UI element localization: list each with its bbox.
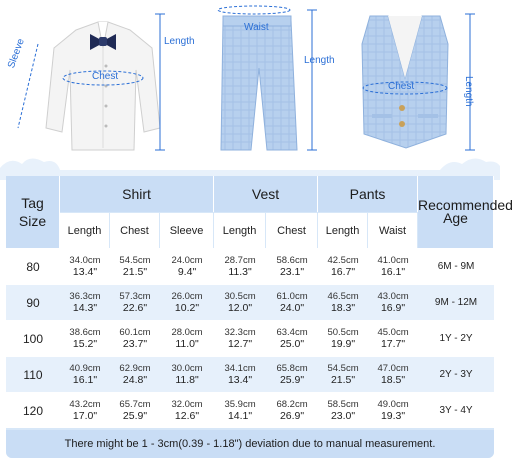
inch-value: 12.0": [227, 302, 253, 314]
table-row: [6, 320, 494, 356]
measurement-cell: [214, 392, 266, 428]
measurement-cell: [368, 356, 418, 392]
inch-value: 18.3": [330, 302, 356, 314]
cm-value: 46.5cm: [327, 291, 359, 302]
inch-value: 16.1": [380, 266, 406, 278]
shirt-sleeve-label: Sleeve: [6, 37, 27, 70]
inch-value: 13.4": [227, 374, 253, 386]
cm-value: 65.8cm: [276, 363, 308, 374]
cm-value: 30.0cm: [171, 363, 203, 374]
cm-value: 26.0cm: [171, 291, 203, 302]
cm-value: 58.5cm: [327, 399, 359, 410]
cm-value: 24.0cm: [171, 255, 203, 266]
cm-value: 63.4cm: [276, 327, 308, 338]
inch-value: 12.7": [227, 338, 253, 350]
measurement-cell: [160, 248, 214, 284]
measurement-cell: [110, 392, 160, 428]
cm-value: 65.7cm: [119, 399, 151, 410]
measurement-cell: [214, 248, 266, 284]
shirt-measure-lines: [0, 0, 200, 172]
col-header: Length: [214, 212, 266, 248]
inch-value: 13.4": [72, 266, 98, 278]
table-row: [6, 356, 494, 392]
recommended-age-cell: 9M - 12M: [418, 284, 494, 320]
cm-value: 42.5cm: [327, 255, 359, 266]
cm-value: 58.6cm: [276, 255, 308, 266]
cm-value: 47.0cm: [377, 363, 409, 374]
tag-header-line1: Tag: [21, 195, 44, 211]
cm-value: 68.2cm: [276, 399, 308, 410]
measurement-cell: [160, 284, 214, 320]
col-header: Chest: [110, 212, 160, 248]
vest-measure-lines: [330, 0, 500, 172]
shirt-chest-label: Chest: [92, 71, 119, 82]
inch-value: 14.1": [227, 410, 253, 422]
inch-value: 16.1": [72, 374, 98, 386]
cm-value: 45.0cm: [377, 327, 409, 338]
tag-size-cell: 110: [6, 356, 60, 392]
cm-value: 54.5cm: [119, 255, 151, 266]
measurement-cell: [160, 320, 214, 356]
measurement-cell: [60, 248, 110, 284]
cm-value: 28.0cm: [171, 327, 203, 338]
vest-length-label: Length: [463, 76, 474, 107]
measurement-cell: [214, 284, 266, 320]
table-row: [6, 248, 494, 284]
inch-value: 18.5": [380, 374, 406, 386]
inch-value: 23.7": [122, 338, 148, 350]
pants-measure-lines: [200, 0, 340, 172]
measurement-cell: [160, 392, 214, 428]
table-row: [6, 392, 494, 428]
age-header-line2: Age: [443, 210, 468, 226]
cm-value: 38.6cm: [69, 327, 101, 338]
cm-value: 32.3cm: [224, 327, 256, 338]
recommended-age-cell: 6M - 9M: [418, 248, 494, 284]
measurement-cell: [110, 248, 160, 284]
vest-group-header: Vest: [214, 176, 318, 212]
cm-value: 54.5cm: [327, 363, 359, 374]
tag-header-line2: Size: [18, 213, 47, 229]
shirt-group-header: Shirt: [60, 176, 214, 212]
measurement-cell: [60, 392, 110, 428]
cm-value: 35.9cm: [224, 399, 256, 410]
recommended-age-header: [418, 176, 513, 248]
inch-value: 26.9": [279, 410, 305, 422]
inch-value: 10.2": [174, 302, 200, 314]
table-row: [6, 284, 494, 320]
cm-value: 49.0cm: [377, 399, 409, 410]
inch-value: 11.8": [175, 374, 199, 386]
cm-value: 50.5cm: [327, 327, 359, 338]
cm-value: 36.3cm: [69, 291, 101, 302]
measurement-cell: [368, 248, 418, 284]
measurement-cell: [368, 284, 418, 320]
inch-value: 19.9": [330, 338, 356, 350]
vest-chest-label: Chest: [388, 81, 415, 92]
col-header: Waist: [368, 212, 418, 248]
inch-value: 14.3": [72, 302, 98, 314]
inch-value: 24.0": [279, 302, 305, 314]
measurement-cell: [60, 320, 110, 356]
cm-value: 57.3cm: [119, 291, 151, 302]
product-illustration-area: [0, 0, 500, 172]
measurement-cell: [368, 320, 418, 356]
measurement-cell: [110, 356, 160, 392]
measurement-cell: [160, 356, 214, 392]
cm-value: 41.0cm: [377, 255, 409, 266]
pants-waist-label: Waist: [244, 22, 269, 33]
size-chart: [6, 176, 513, 458]
measurement-cell: [368, 392, 418, 428]
measurement-cell: [266, 320, 318, 356]
measurement-cell: [318, 392, 368, 428]
inch-value: 21.5": [122, 266, 148, 278]
measurement-cell: [318, 320, 368, 356]
cm-value: 28.7cm: [224, 255, 256, 266]
inch-value: 16.9": [380, 302, 406, 314]
cm-value: 60.1cm: [119, 327, 151, 338]
inch-value: 25.9": [122, 410, 148, 422]
measurement-cell: [266, 392, 318, 428]
inch-value: 25.9": [279, 374, 305, 386]
measurement-cell: [60, 356, 110, 392]
measurement-cell: [266, 356, 318, 392]
tag-size-cell: 100: [6, 320, 60, 356]
inch-value: 19.3": [380, 410, 406, 422]
pants-length-label: Length: [304, 55, 335, 66]
cm-value: 30.5cm: [224, 291, 256, 302]
measurement-cell: [266, 248, 318, 284]
inch-value: 17.7": [380, 338, 406, 350]
col-header: Chest: [266, 212, 318, 248]
cm-value: 34.1cm: [224, 363, 256, 374]
inch-value: 12.6": [174, 410, 200, 422]
cm-value: 34.0cm: [69, 255, 101, 266]
measurement-cell: [214, 356, 266, 392]
inch-value: 9.4": [177, 266, 197, 278]
inch-value: 16.7": [330, 266, 356, 278]
cm-value: 43.0cm: [377, 291, 409, 302]
recommended-age-cell: 1Y - 2Y: [418, 320, 494, 356]
size-table: [6, 176, 513, 428]
measurement-cell: [110, 284, 160, 320]
inch-value: 25.0": [279, 338, 305, 350]
age-header-line1: Recommended: [418, 197, 513, 213]
recommended-age-cell: 2Y - 3Y: [418, 356, 494, 392]
measurement-cell: [318, 248, 368, 284]
measurement-cell: [110, 320, 160, 356]
pants-group-header: Pants: [318, 176, 418, 212]
cm-value: 62.9cm: [119, 363, 151, 374]
col-header: Length: [60, 212, 110, 248]
inch-value: 22.6": [122, 302, 148, 314]
tag-size-cell: 90: [6, 284, 60, 320]
cm-value: 40.9cm: [69, 363, 101, 374]
inch-value: 24.8": [122, 374, 148, 386]
inch-value: 23.0": [330, 410, 356, 422]
tag-size-header: [6, 176, 60, 248]
cm-value: 43.2cm: [69, 399, 101, 410]
tag-size-cell: 120: [6, 392, 60, 428]
inch-value: 23.1": [279, 266, 305, 278]
measurement-cell: [214, 320, 266, 356]
measurement-deviation-note: There might be 1 - 3cm(0.39 - 1.18") deviation due to manual measurement.: [6, 430, 494, 458]
shirt-length-label: Length: [164, 36, 195, 47]
recommended-age-cell: 3Y - 4Y: [418, 392, 494, 428]
cm-value: 32.0cm: [171, 399, 203, 410]
cm-value: 61.0cm: [276, 291, 308, 302]
measurement-cell: [318, 284, 368, 320]
inch-value: 17.0": [72, 410, 98, 422]
inch-value: 15.2": [72, 338, 98, 350]
measurement-cell: [60, 284, 110, 320]
measurement-cell: [266, 284, 318, 320]
inch-value: 11.0": [175, 338, 199, 350]
col-header: Sleeve: [160, 212, 214, 248]
measurement-cell: [318, 356, 368, 392]
inch-value: 21.5": [330, 374, 356, 386]
col-header: Length: [318, 212, 368, 248]
inch-value: 11.3": [228, 266, 252, 278]
tag-size-cell: 80: [6, 248, 60, 284]
